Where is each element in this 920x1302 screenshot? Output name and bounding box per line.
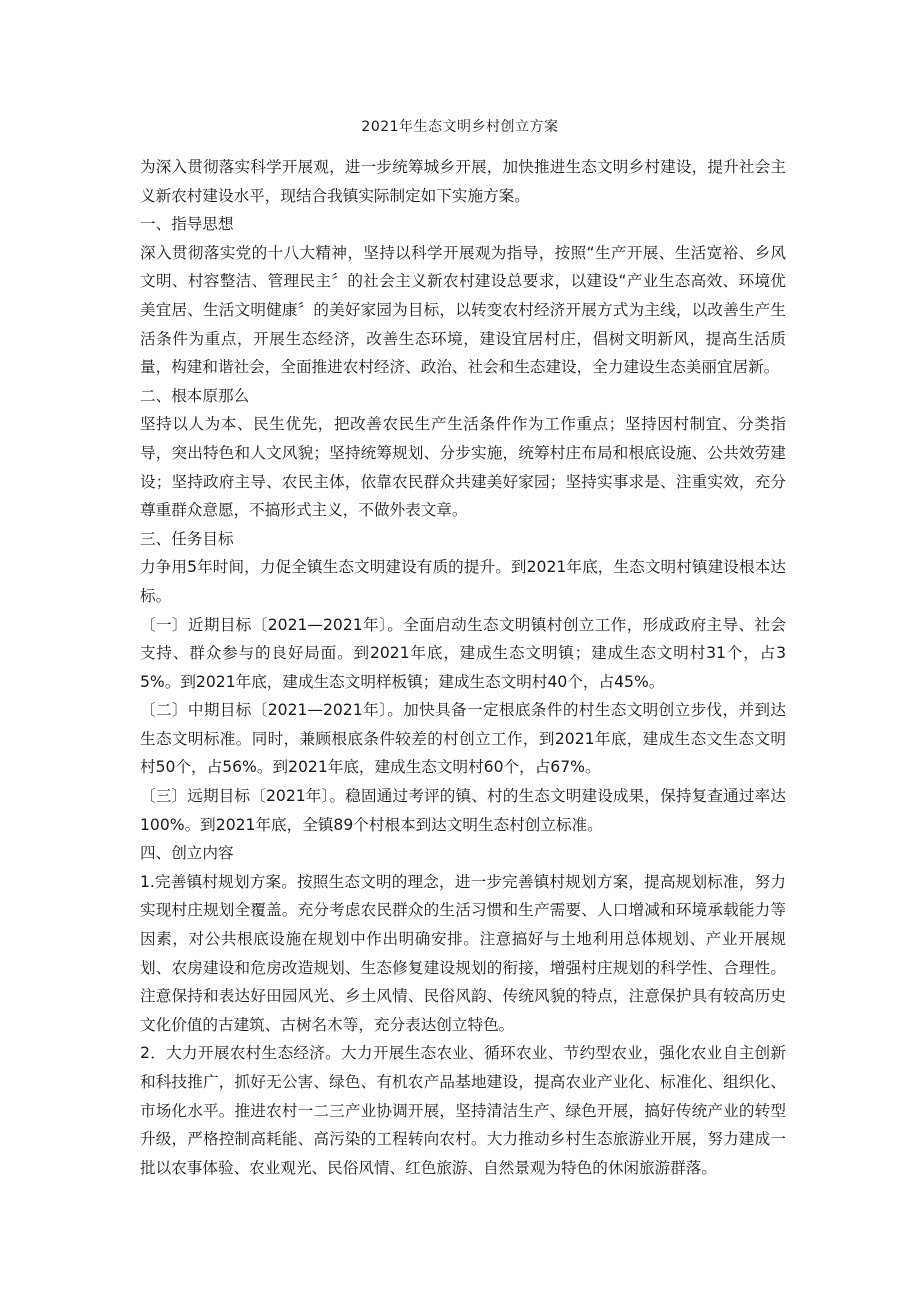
task-goals-paragraph: 力争用5年时间，力促全镇生态文明建设有质的提升。到2021年底，生态文明村镇建设根本达标。 bbox=[140, 558, 786, 605]
ecological-economy-paragraph: 2．大力开展农村生态经济。大力开展生态农业、循环农业、节约型农业，强化农业自主创新和科技推广，抓好无公害、绿色、有机农产品基地建设，提高农业产业化、标准化、组织化、市场化水平。推进农村一二三产业协调开展，坚持清洁生产、绿色开展，搞好传统产业的转型升级，严格控制高耗能、高污染的工程转向农村。大力推动乡村生态旅游业开展，努力建成一批以农事体验、农业观光、民俗风情、红色旅游、自然景观为特色的休闲旅游群落。 bbox=[140, 1044, 786, 1177]
section-heading-creation-content: 四、创立内容 bbox=[140, 844, 234, 863]
intro-paragraph: 为深入贯彻落实科学开展观，进一步统筹城乡开展，加快推进生态文明乡村建设，提升社会主义新农村建设水平，现结合我镇实际制定如下实施方案。 bbox=[140, 158, 786, 205]
section-heading-guiding-ideology: 一、指导思想 bbox=[140, 215, 234, 234]
section-heading-task-goals: 三、任务目标 bbox=[140, 529, 234, 548]
document-body bbox=[140, 153, 786, 1182]
basic-principles-paragraph: 坚持以人为本、民生优先，把改善农民生产生活条件作为工作重点；坚持因村制宜、分类指导，突出特色和人文风貌；坚持统筹规划、分步实施，统筹村庄布局和根底设施、公共效劳建设；坚持政府主导、农民主体，依靠农民群众共建美好家园；坚持实事求是、注重实效，充分尊重群众意愿，不搞形式主义，不做外表文章。 bbox=[140, 415, 786, 520]
long-term-goal-paragraph: 〔三〕远期目标〔2021年〕。稳固通过考评的镇、村的生态文明建设成果，保持复查通过率达100%。到2021年底，全镇89个村根本到达文明生态村创立标准。 bbox=[140, 787, 786, 834]
section-heading-basic-principles: 二、根本原那么 bbox=[140, 386, 250, 405]
planning-paragraph: 1.完善镇村规划方案。按照生态文明的理念，进一步完善镇村规划方案，提高规划标准，努力实现村庄规划全覆盖。充分考虑农民群众的生活习惯和生产需要、人口增减和环境承载能力等因素，对公共根底设施在规划中作出明确安排。注意搞好与土地利用总体规划、产业开展规划、农房建设和危房改造规划、生态修复建设规划的衔接，增强村庄规划的科学性、合理性。注意保持和表达好田园风光、乡土风情、民俗风韵、传统风貌的特点，注意保护具有较高历史文化价值的古建筑、古树名木等，充分表达创立特色。 bbox=[140, 872, 786, 1034]
mid-term-goal-paragraph: 〔二〕中期目标〔2021—2021年〕。加快具备一定根底条件的村生态文明创立步伐，并到达生态文明标准。同时，兼顾根底条件较差的村创立工作，到2021年底，建成生态文生态文明村50个，占56%。到2021年底，建成生态文明村60个，占67%。 bbox=[140, 701, 786, 777]
document-title: 2021年生态文明乡村创立方案 bbox=[361, 119, 559, 135]
guiding-ideology-paragraph: 深入贯彻落实党的十八大精神，坚持以科学开展观为指导，按照“生产开展、生活宽裕、乡风文明、村容整洁、管理民主〞的社会主义新农村建设总要求，以建设“产业生态高效、环境优美宜居、生活文明健康〞的美好家园为目标，以转变农村经济开展方式为主线，以改善生产生活条件为重点，开展生态经济，改善生态环境，建设宜居村庄，倡树文明新风，提高生活质量，构建和谐社会，全面推进农村经济、政治、社会和生态建设，全力建设生态美丽宜居新。 bbox=[140, 243, 786, 377]
short-term-goal-paragraph: 〔一〕近期目标〔2021—2021年〕。全面启动生态文明镇村创立工作，形成政府主导、社会支持、群众参与的良好局面。到2021年底，建成生态文明镇；建成生态文明村31个，占35%。到2021年底，建成生态文明样板镇；建成生态文明村40个，占45%。 bbox=[140, 615, 786, 691]
